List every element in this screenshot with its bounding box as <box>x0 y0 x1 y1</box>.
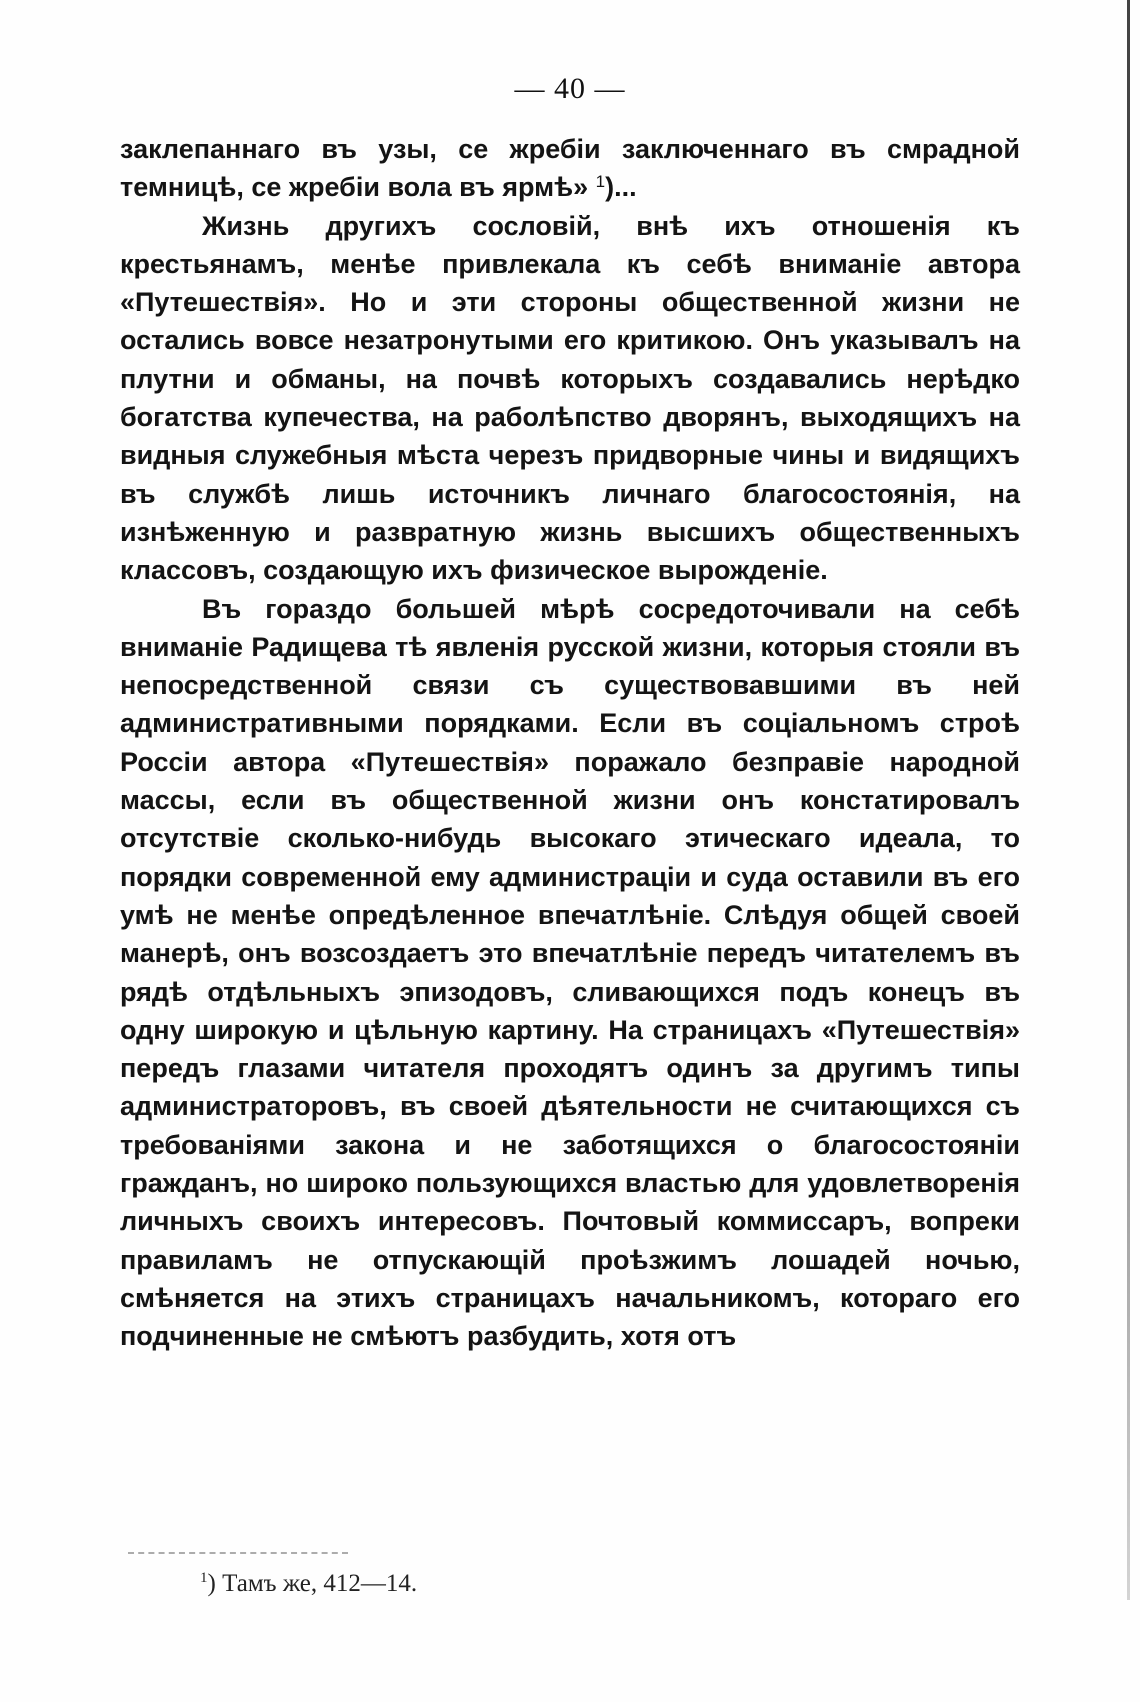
main-text <box>120 130 1020 1356</box>
footnote-separator <box>128 1552 348 1554</box>
footnote-text: ) Тамъ же, 412—14. <box>207 1570 418 1597</box>
paragraph-text: заклепаннаго въ узы, се жребіи заключеннаго въ смрадной темницѣ, се жребіи вола въ ярмѣ» <box>120 134 1020 203</box>
paragraph-tail: )... <box>605 172 637 203</box>
paragraph: Въ гораздо большей мѣрѣ сосредоточивали на себѣ вниманіе Радищева тѣ явленія русской жизни, которыя стояли въ непосредственной связи съ существовавшими въ ней административными порядками. Если въ соціальномъ строѣ Россіи автора «Путешествія» поражало безправіе народной массы, если въ общественной жизни онъ констатировалъ отсутствіе сколько-нибудь высокаго этическаго идеала, то порядки современной ему администраціи и суда оставили въ его умѣ не менѣе опредѣленное впечатлѣніе. Слѣдуя общей своей манерѣ, онъ возсоздаетъ это впечатлѣніе передъ читателемъ въ рядѣ отдѣльныхъ эпизодовъ, сливающихся подъ конецъ въ одну широкую и цѣльную картину. На страницахъ «Путешествія» передъ глазами читателя проходятъ одинъ за другимъ типы администраторовъ, въ своей дѣятельности не считающихся съ требованіями закона и не заботящихся о благосостояніи гражданъ, но широко пользующихся властью для удовлетворенія личныхъ своихъ интересовъ. Почтовый коммиссаръ, вопреки правиламъ не отпускающій проѣзжимъ лошадей ночью, смѣняется на этихъ страницахъ начальникомъ, котораго его подчиненные не смѣютъ разбудить, хотя отъ <box>120 593 1020 1352</box>
page-edge-shadow <box>1127 0 1130 1600</box>
page-number: — 40 — <box>514 72 626 105</box>
paragraph: Жизнь другихъ сословій, внѣ ихъ отношенія къ крестьянамъ, менѣе привлекала къ себѣ вниманіе автора «Путешествія». Но и эти стороны общественной жизни не остались вовсе незатронутыми его критикою. Онъ указывалъ на плутни и обманы, на почвѣ которыхъ создавались нерѣдко богатства купечества, на раболѣпство дворянъ, выходящихъ на видныя служебныя мѣста черезъ придворные чины и видящихъ въ службѣ лишь источникъ личнаго благосостоянія, на изнѣженную и развратную жизнь высшихъ общественныхъ классовъ, создающую ихъ физическое вырожденіе. <box>120 210 1020 586</box>
paragraph-continuation <box>120 130 1020 207</box>
footnote <box>200 1570 417 1598</box>
footnote-marker: 1 <box>200 1570 208 1586</box>
footnote-reference: 1 <box>595 172 606 192</box>
